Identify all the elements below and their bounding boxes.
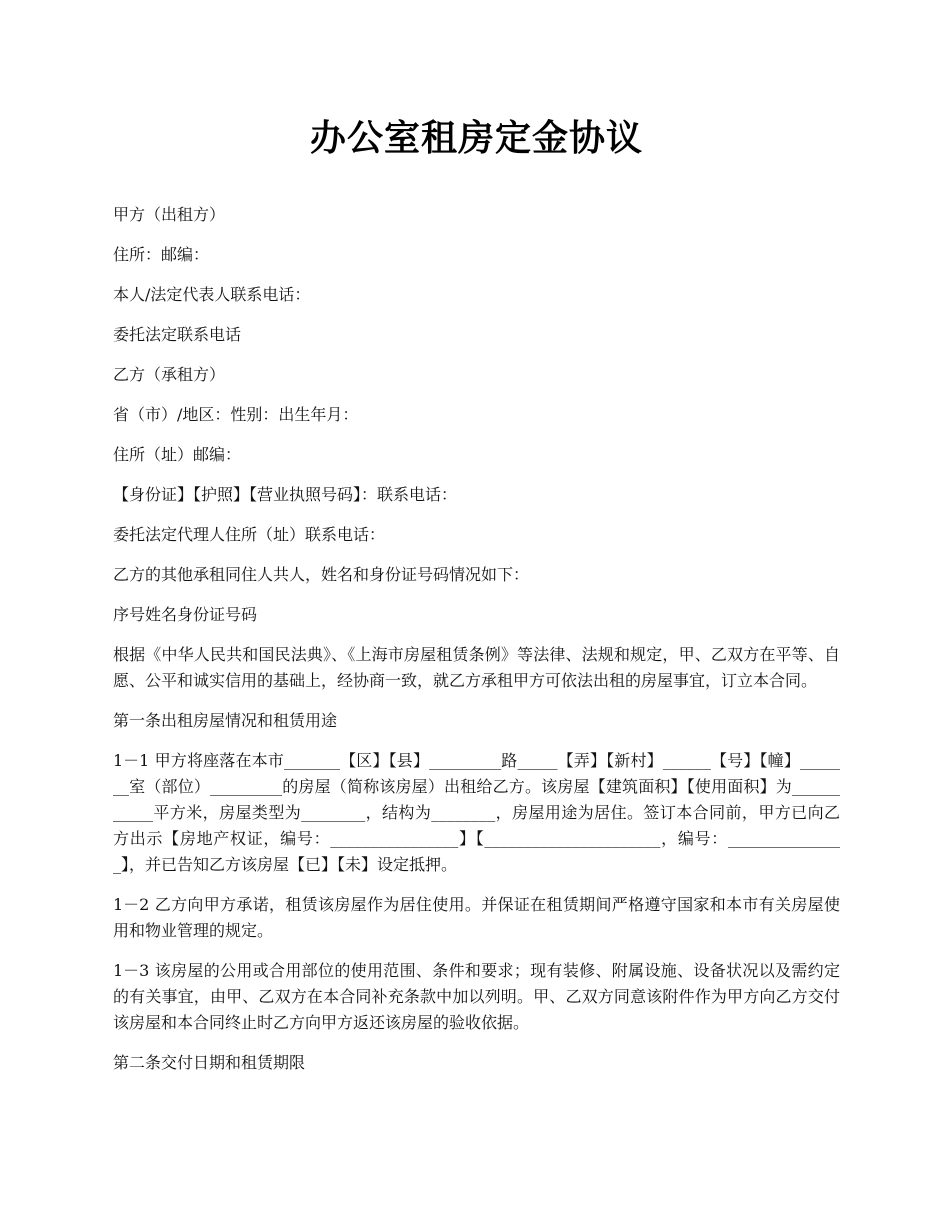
clause-1-3: 1－3 该房屋的公用或合用部位的使用范围、条件和要求；现有装修、附属设施、设备状况以及需约定的有关事宜，由甲、乙双方在本合同补充条款中加以列明。甲、乙双方同意该附件作为甲方向乙方交付该房屋和本合同终止时乙方向甲方返还该房屋的验收依据。 [113,961,840,1032]
lessee-id-phone: 【身份证】【护照】【营业执照号码】：联系电话： [113,485,458,504]
clause-1-1: 1－1 甲方将座落在本市_______【区】【县】_________路_____【弄】【新村】______【号】【幢】_______室（部位）_________的房屋（简称该房屋）出租给乙方。该房屋【建筑面积】【使用面积】为___________平方米，房屋类型为________，结构为________，房屋用途为居住。签订本合同前，甲方已向乙方出示【房地产权证，编号：________________】【______________________，编号：_______________】，并已告知乙方该房屋【已】【未】设定抵押。 [113,751,840,874]
clause-1-2: 1－2 乙方向甲方承诺，租赁该房屋作为居住使用。并保证在租赁期间严格遵守国家和本市有关房屋使用和物业管理的规定。 [113,895,840,940]
contract-preamble: 根据《中华人民共和国民法典》、《上海市房屋租赁条例》等法律、法规和规定，甲、乙双方在平等、自愿、公平和诚实信用的基础上，经协商一致，就乙方承租甲方可依法出租的房屋事宜，订立本合同。 [113,645,840,690]
lessor-representative-phone: 本人/法定代表人联系电话： [113,285,311,304]
lessee-region-gender-birth: 省（市）/地区：性别：出生年月： [113,405,359,424]
lessor-agent-phone: 委托法定联系电话 [113,325,242,344]
lessee-agent-address-phone: 委托法定代理人住所（址）联系电话： [113,525,386,544]
lessee-address-postcode: 住所（址）邮编： [113,445,242,464]
cohabitants-statement: 乙方的其他承租同住人共人，姓名和身份证号码情况如下： [113,565,530,584]
cohabitants-table-header: 序号姓名身份证号码 [113,605,258,624]
document-body [113,108,840,1090]
lessor-address-postcode: 住所：邮编： [113,245,210,264]
document-title: 办公室租房定金协议 [309,117,643,159]
article-2-heading: 第二条交付日期和租赁期限 [113,1053,306,1072]
lessee-label: 乙方（承租方） [113,365,226,384]
article-1-heading: 第一条出租房屋情况和租赁用途 [113,711,338,730]
lessor-label: 甲方（出租方） [113,205,226,224]
